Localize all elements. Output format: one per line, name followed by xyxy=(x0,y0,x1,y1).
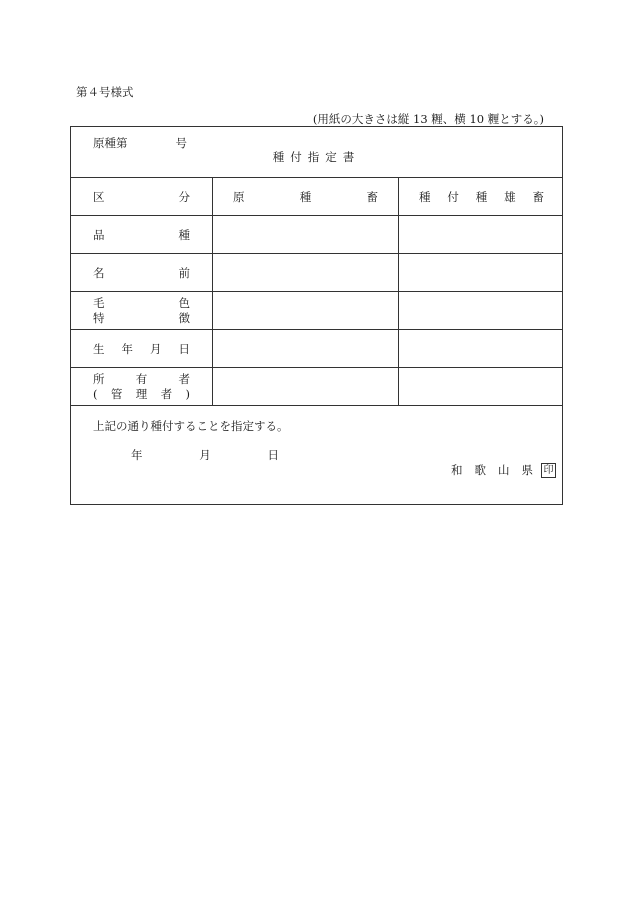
issue-date: 年 月 日 xyxy=(131,448,279,462)
form-footer xyxy=(71,406,563,505)
coat-original-cell[interactable] xyxy=(213,292,399,330)
table-row-coat-features xyxy=(71,292,563,330)
row-label-breed: 品 種 xyxy=(71,216,213,254)
breed-original-cell[interactable] xyxy=(213,216,399,254)
breed-male-cell[interactable] xyxy=(399,216,563,254)
birth-male-cell[interactable] xyxy=(399,330,563,368)
number-suffix: 号 xyxy=(175,136,187,150)
row-label-owner: 所 有 者 ( 管 理 者 ) xyxy=(71,368,213,406)
name-male-cell[interactable] xyxy=(399,254,563,292)
form-header xyxy=(71,127,563,178)
paper-size-note: (用紙の大きさは縦 13 糎、横 10 糎とする。) xyxy=(312,112,544,126)
row-label-coat-features: 毛 色 特 徴 xyxy=(71,292,213,330)
form-number: 第４号様式 xyxy=(76,85,134,99)
designation-form-table xyxy=(70,126,563,505)
owner-original-cell[interactable] xyxy=(213,368,399,406)
coat-male-cell[interactable] xyxy=(399,292,563,330)
prefecture-name: 和 歌 山 県 xyxy=(451,463,534,477)
seal-stamp: 印 xyxy=(541,463,556,478)
column-header-original-livestock: 原 種 畜 xyxy=(213,178,399,216)
column-header-category: 区 分 xyxy=(71,178,213,216)
owner-male-cell[interactable] xyxy=(399,368,563,406)
document-title: 種付指定書 xyxy=(272,150,361,164)
name-original-cell[interactable] xyxy=(213,254,399,292)
column-header-breeding-male: 種 付 種 雄 畜 xyxy=(399,178,563,216)
table-row-owner xyxy=(71,368,563,406)
row-label-name: 名 前 xyxy=(71,254,213,292)
table-row-breed xyxy=(71,216,563,254)
birth-original-cell[interactable] xyxy=(213,330,399,368)
issuer-signature xyxy=(451,462,556,478)
table-row-name xyxy=(71,254,563,292)
table-row-birth xyxy=(71,330,563,368)
designation-statement: 上記の通り種付することを指定する。 xyxy=(93,419,289,433)
number-prefix: 原種第 xyxy=(93,136,128,150)
row-label-birth: 生 年 月 日 xyxy=(71,330,213,368)
